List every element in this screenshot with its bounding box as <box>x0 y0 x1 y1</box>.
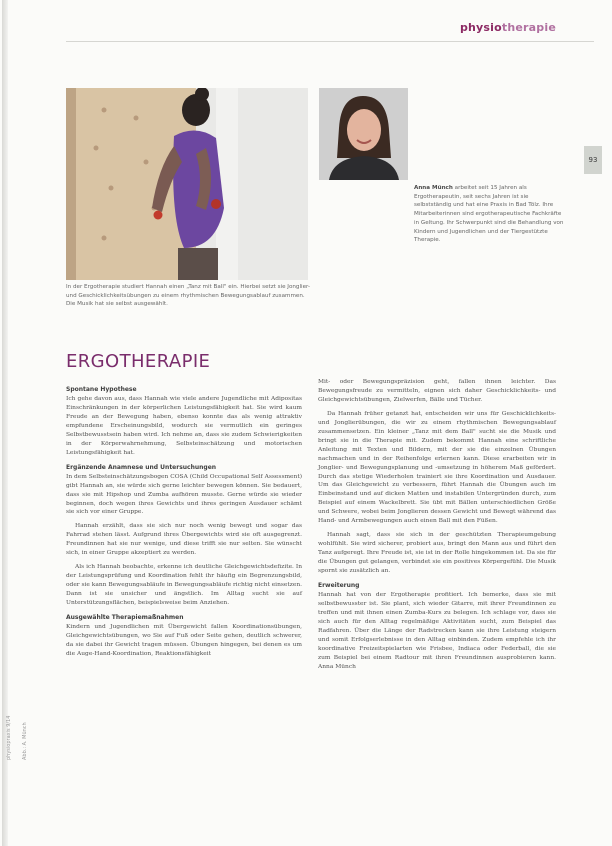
paragraph: In dem Selbsteinschätzungsbogen COSA (Child Occupational Self Assessment) gibt Hannah an, sie würde sich gerne leichter bewegen können. Sie bedauert, dass sie mit Hipshop und Zumba aufhören musste. Gerne würde sie wieder beginnen, doch wegen ihres Gewichts und ihres geringen Ausdauer schämt sie sich vor einer Gruppe. <box>66 473 302 516</box>
article-title: ERGOTHERAPIE <box>66 351 211 372</box>
paragraph: Ich gehe davon aus, dass Hannah wie viele andere Jugendliche mit Adipositas Einschränkungen in der körperlichen Leistungsfähigkeit hat. Sie wird kaum Freude an der Bewegung haben, ebenso konnte das als wenig attraktiv empfundene Erscheinungsbild, wodurch sie vermutlich ein geringes Selbstbewusstsein haben wird. Ich nehme an, dass sie zudem Schwierigkeiten in der Körperwahrnehmung, Selbsteinschätzung und motorischen Leistungsfähigkeit hat. <box>66 396 302 456</box>
page-number: 93 <box>588 156 598 164</box>
author-name: Anna Münch <box>414 185 453 191</box>
section-heading: Erweiterung <box>318 582 360 590</box>
section-heading: Ausgewählte Therapiemaßnahmen <box>66 614 184 622</box>
portrait-caption <box>414 184 566 245</box>
header-section-bold: physio <box>459 21 502 34</box>
journal-margin-note: physiopraxis 9/14 <box>6 715 12 760</box>
header-section-rest: therapie <box>501 21 556 34</box>
running-header <box>460 21 556 34</box>
paragraph: Hannah erzählt, dass sie sich nur noch wenig bewegt und sogar das Fahrrad stehen lässt. Aufgrund ihres Übergewichts wird sie oft ausgegrenzt. Freundinnen hat sie nur wenige, und diese trifft sie nur selten. Sie wünscht sich, in einer Gruppe akzeptiert zu werden. <box>66 523 302 557</box>
paragraph: Als ich Hannah beobachte, erkenne ich deutliche Gleichgewichtsdefizite. In der Leistungsprüfung und Koordination fehlt ihr häufig ein Begrenzungsbild, oder sie kann Bewegungsabläufe in Bewegungsabläufe richtig nicht einsetzen. Dann ist sie unsicher und ängstlich. Im Alltag sucht sie auf Unterstützungsflächen, beispielsweise beim Anziehen. <box>66 564 302 607</box>
paragraph: Kindern und Jugendlichen mit Übergewicht fallen Koordinationsübungen, Gleichgewichtsübungen, wo Sie auf Fuß oder Seite gehen, deutlich schwerer, da sie dabei ihr Gewicht tragen müssen. Übungen hingegen, bei denen es um die Auge-Hand-Koordination, Reaktionsfähigkeit <box>66 624 302 657</box>
page-number-tab <box>584 146 602 174</box>
paragraph: Hannah sagt, dass sie sich in der geschützten Therapieumgebung wohlfühlt. Sie wird sicherer, probiert aus, bringt den Mann aus und führt den Tanz aufgeregt. Ihre Freude ist, sie ist in der Rolle hingekommen ist. Da sie für die Übungen gut gelangen, verbindet sie ein positives Körpergefühl. Die Musik spornt sie zusätzlich an. <box>318 532 556 575</box>
paragraph: Mit- oder Bewegungspräzision geht, fallen ihnen leichter. Das Bewegungsfreude zu vermitteln, eignen sich daher Geschicklichkeits- und Gleichgewichtsübungen, Zielwerfen, Bälle und Tücher. <box>318 379 556 403</box>
article-column-right <box>318 378 556 677</box>
article-column-left <box>66 385 302 664</box>
author-portrait <box>319 88 408 180</box>
paragraph: Hannah hat von der Ergotherapie profitiert. Ich bemerke, dass sie mit selbstbewusster ist. Sie plant, sich wieder Gitarre, mit ihrer Freundinnen zu treffen und mit ihnen einen Zumba-Kurs zu belegen. Ich schlage vor, dass sie sich auch für den Alltag regelmäßige Aktivitäten sucht, zum Beispiel das Radfahren. Über die Länge der Radstrecken kann sie ihre Leistung steigern und somit Erfolgserlebnisse in den Alltag einbinden. Zudem empfehle ich ihr koordinative Freizeitspielarten wie Frisbee, Indiaca oder Federball, die sie zum Beispiel bei einem Radtour mit ihren Freundinnen ausprobieren kann. Anna Münch <box>318 592 556 670</box>
paragraph: Da Hannah früher getanzt hat, entscheiden wir uns für Geschicklichkeits- und Jonglierübungen, die wir zu einem rhythmischen Bewegungsablauf zusammensetzen. Ein kleiner „Tanz mit dem Ball" sucht sie die Musik und bringt sie in die Therapie mit. Zudem bekommt Hannah eine schriftliche Anleitung mit Texten und Bildern, mit der sie die einzelnen Übungen nachmachen und in der Reihenfolge erlernen kann. Diese erarbeiten wir in Jonglier- und Bewegungsplanung und -umsetzung in höherem Maß gefördert. Durch das stetige Wiederholen trainiert sie ihre Koordination und Ausdauer. Um das Gleichgewicht zu verbessern, führt Hannah die Übungen auch im Einbeinstand und auf dicken Matten und instabilen Untergründen durch, zum Beispiel auf einem Wackelbrett. Sie übt mit Bällen unterschiedlichen Größe und Schwere, wobei beim Jonglieren dessen Gewicht und Bewegt während das Hand- und Armbewegungen auch einen Ball mit den Füßen. <box>318 410 556 525</box>
photo-credit-margin: Abb.: A. Münch <box>22 722 28 760</box>
therapy-photo <box>66 88 308 280</box>
section-heading: Ergänzende Anamnese und Untersuchungen <box>66 463 217 471</box>
photo-caption: In der Ergotherapie studiert Hannah einen „Tanz mit Ball" ein. Hierbei setzt sie Jonglier- und Geschicklichkeitsübungen zu einem rhythmischen Bewegungsablauf zusammen. Die Musik hat sie selbst ausgewählt. <box>66 284 310 307</box>
author-bio: arbeitet seit 15 Jahren als Ergotherapeutin, seit sechs Jahren ist sie selbstständig und hat eine Praxis in Bad Tölz. Ihre Mitarbeiterinnen sind ergotherapeutische Fachkräfte in Geltung. Ihr Schwerpunkt sind die Behandlung von Kindern und Jugendlichen und der Tiergestützte Therapie. <box>414 185 564 244</box>
header-rule <box>66 41 594 42</box>
section-heading: Spontane Hypothese <box>66 386 137 393</box>
